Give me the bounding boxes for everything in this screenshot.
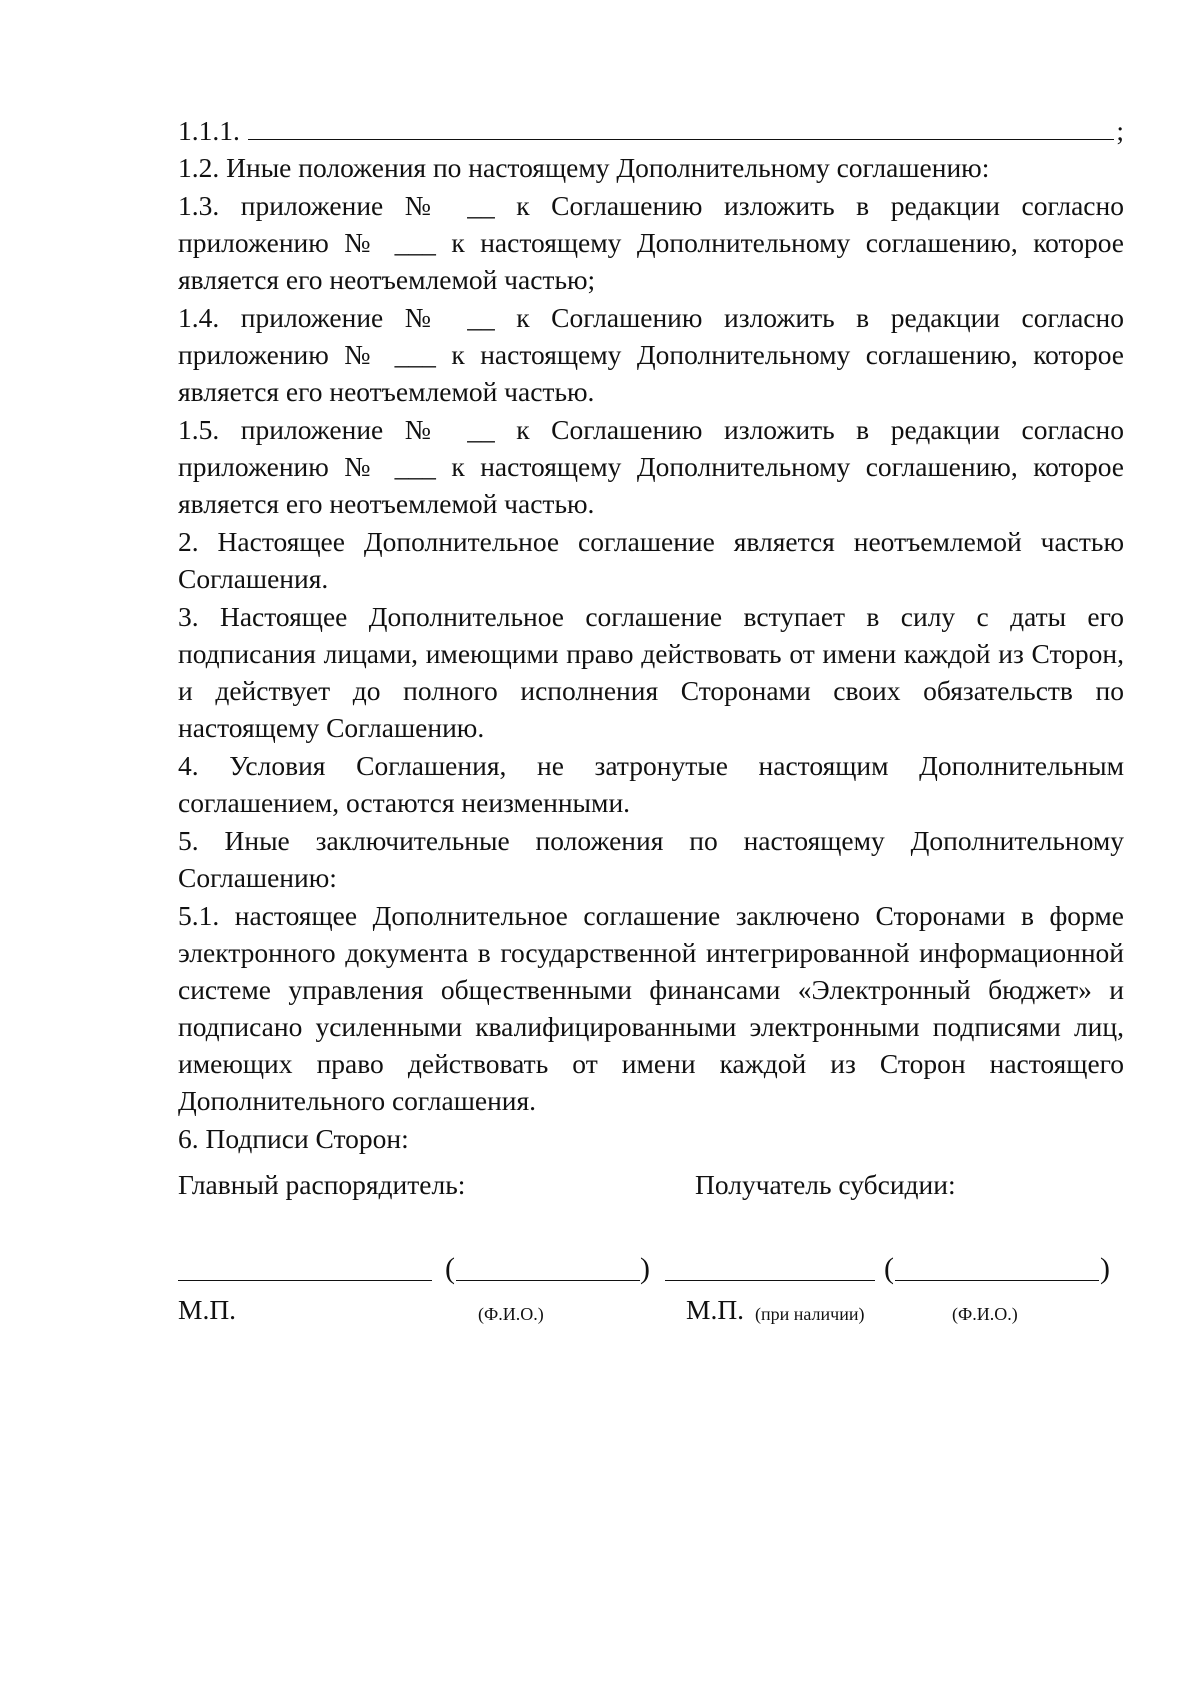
clause-1-1-1-blank-line (248, 117, 1114, 140)
right-fio-caption: (Ф.И.О.) (952, 1304, 1018, 1324)
right-signature-line (665, 1280, 875, 1281)
left-fio-open-paren: ( (445, 1252, 455, 1285)
left-fio-caption: (Ф.И.О.) (478, 1304, 544, 1324)
clause-6: 6. Подписи Сторон: (178, 1123, 409, 1154)
clause-4: 4. Условия Соглашения, не затронутые настоящим Дополнительным соглашением, остаются неизменными. (178, 750, 1124, 818)
clause-1-4: 1.4. приложение № __ к Соглашению изложить в редакции согласно приложению № ___ к настоящему Дополнительному соглашению, которое является его неотъемлемой частью. (178, 302, 1124, 407)
clause-1-1-1-semicolon: ; (1116, 115, 1124, 146)
clause-5-1: 5.1. настоящее Дополнительное соглашение заключено Сторонами в форме электронного документа в государственной интегрированной информационной системе управления общественными финансами «Электронный бюджет» и подписано усиленными квалифицированными электронными подписями лиц, имеющих право действовать от имени каждой из Сторон настоящего Дополнительного соглашения. (178, 900, 1124, 1116)
clause-1-5: 1.5. приложение № __ к Соглашению изложить в редакции согласно приложению № ___ к настоящему Дополнительному соглашению, которое является его неотъемлемой частью. (178, 414, 1124, 519)
clause-3: 3. Настоящее Дополнительное соглашение вступает в силу с даты его подписания лицами, имеющими право действовать от имени каждой из Сторон, и действует до полного исполнения Сторонами своих обязательств по настоящему Соглашению. (178, 601, 1124, 743)
clause-1-2: 1.2. Иные положения по настоящему Дополнительному соглашению: (178, 152, 990, 183)
clause-2: 2. Настоящее Дополнительное соглашение является неотъемлемой частью Соглашения. (178, 526, 1124, 594)
left-signature-line (178, 1280, 432, 1281)
clause-1-1-1 (178, 112, 1124, 149)
right-fio-open-paren: ( (884, 1252, 894, 1285)
signature-row (0, 1254, 1200, 1344)
left-seal-label: М.П. (178, 1294, 237, 1325)
agreement-body (178, 112, 1124, 1157)
clause-1-1-1-number: 1.1.1. (178, 115, 240, 146)
right-party-title: Получатель субсидии: (695, 1169, 956, 1200)
right-fio-line (895, 1280, 1099, 1281)
right-fio-close-paren: ) (1100, 1252, 1110, 1285)
clause-5: 5. Иные заключительные положения по настоящему Дополнительному Соглашению: (178, 825, 1124, 893)
clause-1-3: 1.3. приложение № __ к Соглашению изложить в редакции согласно приложению № ___ к настоящему Дополнительному соглашению, которое является его неотъемлемой частью; (178, 190, 1124, 295)
left-fio-close-paren: ) (640, 1252, 650, 1285)
left-party-title: Главный распорядитель: (178, 1169, 466, 1200)
left-fio-line (456, 1280, 640, 1281)
right-seal-note: (при наличии) (755, 1304, 865, 1324)
right-seal-label: М.П. (686, 1294, 745, 1325)
